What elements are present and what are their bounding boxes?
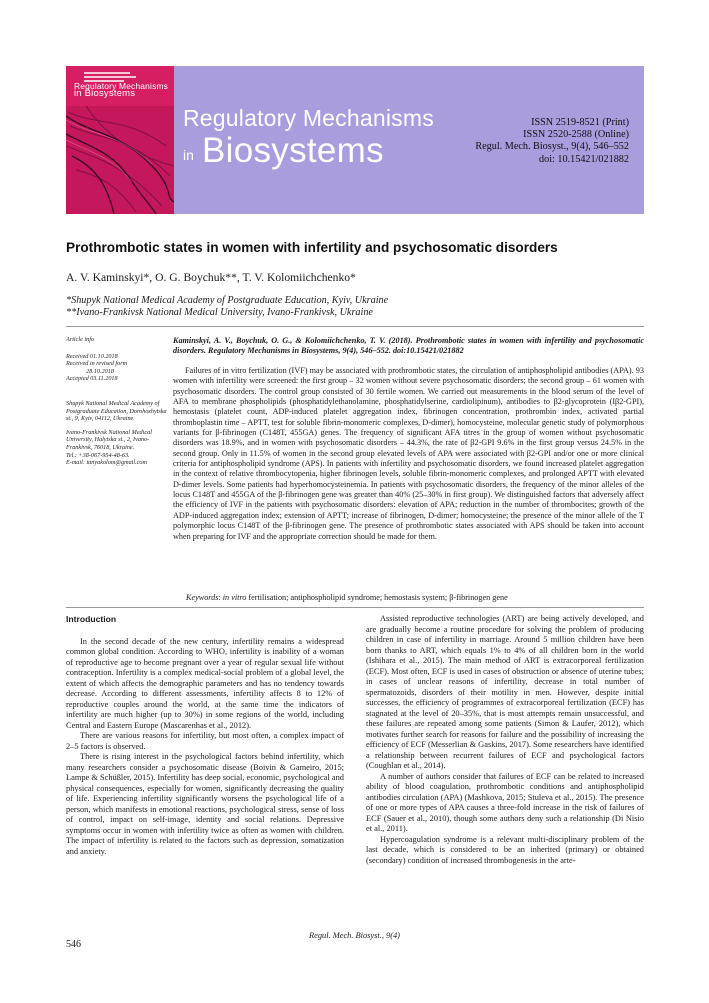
paragraph: There is rising interest in the psychological factors behind infertility, which many researchers consider a psychosomatic disease (Boivin & Gameiro, 2015; Lampe & Schüßler, 2015). Infertility has deep social, economic, psychological and physical consequences, especially for women, significantly decreasing the quality of life. Experiencing infertility significantly worsens the psychological life of a person, which manifests in emotional reactions, psychological stress, sense of loss of control, impact on self-image, identity and social relations. Depressive symptoms occur in women with infertility twice as often as women with children. The impact of infertility is related to the factors such as depression, somatization and anxiety. bbox=[66, 752, 344, 856]
body-column-left bbox=[66, 614, 344, 857]
abstract-text: Failures of in vitro fertilization (IVF) may be associated with prothrombotic states, the circulation of antiphospholipid antibodies (APA). 93 women with infertility were screened: the first group – 32 women without severe psychosomatic disorders; the second group – 61 women with psychosomatic disorders. The control group consisted of 30 fertile women. We carried out measurements in the blood serum of the level of AFA to membrane phospholipids (phosphatidylethanolamine, phosphatidylserine, cardiolipinum), antibodies to β2-glycoprotein (Iβ2-GPI), hemostasis (platelet count, ADP-induced platelet aggregation index, fibrinogen concentration, prothrombin index, activated partial thromboplastin time – APTT, test for soluble fibrin-monomeric complexes, D-dimer), homocysteine, molecular genetic study of polymorphous variants for β-fibrinogen (C148T, 455GA) genes. The frequency of significant AFA titres in the group of women without psychosomatic disorders was 18.9%, and in women with psychosomatic disorders – 44.3%, the rate of β2-GPI 9.6% in the first group versus 24.5% in the second group. Only in 11.5% of women in the second group elevated levels of APA were associated with β2-GPI and/or one or more clinical criteria for antiphospholipid syndrome (APS). In patients with infertility and psychosomatic disorders, we found increased platelet aggregation in the context of relative thrombocytopenia, higher fibrinogen levels, soluble fibrin-monomeric complexes, and prolonged APTT with elevated D-dimer levels. Some patients had hyperhomocysteinemia. In patients with psychosomatic disorders, the frequency of the minor alleles of the locus C148T and 455GA of the β-fibrinogen gene was greater than 40% (25–30% in first group). We distinguished factors that adversely affect the efficiency of IVF in the patients with psychosomatic disorders: elevation of APA; reduction in the number of thrombocites; growth of the ADP-induced aggregation index; extension of APTT; increase of fibrinogen, D-dimer; homocysteine; the presence of the minor allele of the T polymorphic locus C148T of the β-fibrinogen gene. The presence of prothrombotic states associated with APS should be taken into account when preparing for IVF and the appropriate correction should be made for them. bbox=[173, 366, 644, 541]
citation: Kaminskyi, A. V., Boychuk, O. G., & Kolomiichchenko, T. V. (2018). Prothrombotic states in women with infertility and psychosomatic disorders. Regulatory Mechanisms in Biosystems, 9(4), 546–552. doi:10.15421/021882 bbox=[173, 336, 644, 356]
article-dates: Received 01.10.2018 Received in revised form 28.10.2018 Accepted 03.11.2018 bbox=[66, 352, 128, 383]
paragraph: There are various reasons for infertility, but most often, a complex impact of 2–5 factors is observed. bbox=[66, 731, 344, 751]
cover-illustration bbox=[66, 106, 174, 214]
article-authors: A. V. Kaminskyi*, O. G. Boychuk**, T. V. Kolomiichchenko* bbox=[66, 271, 356, 284]
paragraph: Assisted reproductive technologies (ART) are being actively developed, and are gradually become a routine procedure for solving the problem of producing children in case of infertility in marriage. Around 5 million children have been born thanks to ART, which equals 1% to 4% of all children born in the world (Ishihara et al., 2015). The main method of ART is extracorporeal fertilization (ECF). Most often, ECF is used in cases of obstruction or absence of uterine tubes; in cases of unclear reasons of infertility, decrease in total number of spermatozoids, disorders of their motility in men. However, despite initial successes, the efficiency of programmes of extracorporeal fertilization (ECF) has stagnated at the level of 20–35%, that is most attempts remain unsuccessful, and these failures are repeated among some patients (Simon & Laufer, 2012), which motivates further search for reasons for failure and the possibility of increasing the efficiency of ECF (Messerlian & Gaskins, 2017). Some researchers have identified a relationship between recurrent failures of ECF and psychological factors (Coughlan et al., 2014). bbox=[366, 614, 644, 771]
journal-cover-image bbox=[66, 66, 174, 214]
divider bbox=[66, 326, 644, 327]
keywords: Keywords: in vitro fertilisation; antiphospholipid syndrome; hemostasis system; β-fibrinogen gene bbox=[186, 593, 508, 602]
running-footer: Regul. Mech. Biosyst., 9(4) bbox=[309, 931, 400, 940]
divider bbox=[66, 607, 644, 608]
section-heading-introduction: Introduction bbox=[66, 614, 117, 624]
issn-block: ISSN 2519-8521 (Print) ISSN 2520-2588 (Online) Regul. Mech. Biosyst., 9(4), 546–552 doi: 10.15421/021882 bbox=[475, 117, 629, 165]
paragraph: A number of authors consider that failures of ECF can be related to increased ability of blood coagulation, prothrombotic conditions and antiphospholipid antibodies circulation (APA) (Mashkova, 2015; Stuleva et al., 2015). The presence of one or more types of APA causes a three-fold increase in the risk of failures of ECF (Sauer et al., 2010), though some authors deny such a relationship (Di Nisio et al., 2011). bbox=[366, 771, 644, 834]
cover-title: Regulatory Mechanisms in Biosystems bbox=[74, 81, 169, 99]
contact-email[interactable]: E-mail: tanyakolom@gmail.com bbox=[66, 459, 147, 467]
address-ivano-frankivsk: Ivano-Frankivsk National Medical University, Halytska st., 2, Ivano-Frankivsk, 76018, Ukraine. Tel.: +38-067-954-48-63. E-mail: tanyakolom@gmail.com bbox=[66, 429, 168, 467]
info-label: Article info bbox=[66, 336, 95, 343]
address-kyiv: Shupyk National Medical Academy of Postgraduate Education, Dorohozhytska st., 9, Kyiv, 04112, Ukraine. bbox=[66, 399, 167, 423]
author-affiliations: *Shupyk National Medical Academy of Postgraduate Education, Kyiv, Ukraine **Ivano-Frankivsk National Medical University, Ivano-Frankivsk, Ukraine bbox=[66, 295, 389, 319]
paragraph: Hypercoagulation syndrome is a relevant multi-disciplinary problem of the last decade, which is considered to be an inherited (primary) or obtained (secondary) condition of increased thrombogenesis in the arte- bbox=[366, 834, 644, 865]
article-title: Prothrombotic states in women with infertility and psychosomatic disorders bbox=[66, 240, 558, 255]
journal-title: Regulatory Mechanisms in Biosystems bbox=[183, 105, 434, 170]
article-info bbox=[66, 336, 168, 467]
body-column-right bbox=[366, 614, 644, 866]
paragraph: In the second decade of the new century, infertility remains a widespread common global condition. According to WHO, infertility is inability of a woman of reproductive age to become pregnant over a year of regular sexual life without contraception. Infertility is a complex medical-social problem of a global level, the extent of which affects the demographic parameters and has no tendency towards decrease. According to different assessments, infertility affects 8 to 12% of reproductive couples around the world, at the same time the indicators of infertility are much higher (up to 30%) in some regions of the world, including Central and Eastern Europe (Mascarenhas et al., 2012). bbox=[66, 636, 344, 730]
page-number: 546 bbox=[66, 939, 81, 950]
